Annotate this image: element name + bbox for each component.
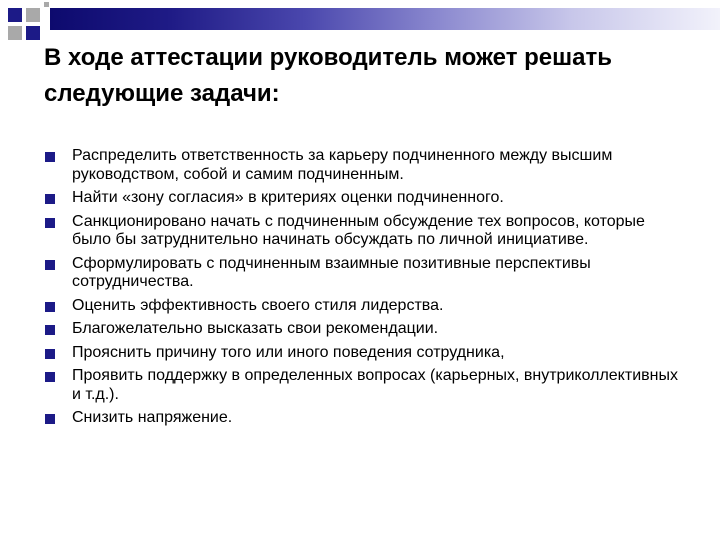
square-bullet-icon	[45, 349, 55, 359]
bullet-item	[44, 344, 684, 363]
bullet-item	[44, 409, 684, 428]
bullet-text: Благожелательно высказать свои рекомендации.	[72, 320, 439, 337]
square-bullet-icon	[45, 325, 55, 335]
square-bullet-icon	[45, 372, 55, 382]
decor-square	[8, 26, 22, 40]
square-bullet-icon	[45, 302, 55, 312]
bullet-text: Распределить ответственность за карьеру подчиненного между высшим руководством, собой и самим подчиненным.	[72, 147, 613, 183]
bullet-item	[44, 367, 684, 404]
bullet-text: Оценить эффективность своего стиля лидерства.	[72, 296, 444, 314]
bullet-text: Прояснить причину того или иного поведения сотрудника,	[72, 343, 505, 361]
bullet-item	[44, 320, 684, 339]
bullet-item	[44, 213, 684, 250]
bullet-text: Сформулировать с подчиненным взаимные позитивные перспективы сотрудничества.	[72, 254, 591, 290]
square-bullet-icon	[45, 194, 55, 204]
square-bullet-icon	[45, 218, 55, 228]
square-bullet-icon	[45, 414, 55, 424]
decor-square	[26, 26, 40, 40]
bullet-item	[44, 255, 684, 292]
bullet-text: Санкционировано начать с подчиненным обсуждение тех вопросов, которые было бы затруднительно начинать обсуждать по личной инициативе.	[72, 212, 645, 248]
slide-title: В ходе аттестации руководитель может решать следующие задачи:	[44, 44, 612, 107]
square-bullet-icon	[45, 260, 55, 270]
bullet-item	[44, 147, 684, 184]
bullet-text: Снизить напряжение.	[72, 409, 233, 426]
header-gradient-band	[50, 8, 720, 30]
bullet-text: Проявить поддержку в определенных вопросах (карьерных, внутриколлективных и т.д.).	[72, 367, 678, 403]
bullet-list	[44, 147, 684, 433]
decor-square	[8, 8, 22, 22]
decor-square	[44, 2, 49, 7]
bullet-item	[44, 189, 684, 208]
bullet-text: Найти «зону согласия» в критериях оценки подчиненного.	[72, 189, 504, 206]
decor-square	[26, 8, 40, 22]
square-bullet-icon	[45, 152, 55, 162]
bullet-item	[44, 297, 684, 316]
